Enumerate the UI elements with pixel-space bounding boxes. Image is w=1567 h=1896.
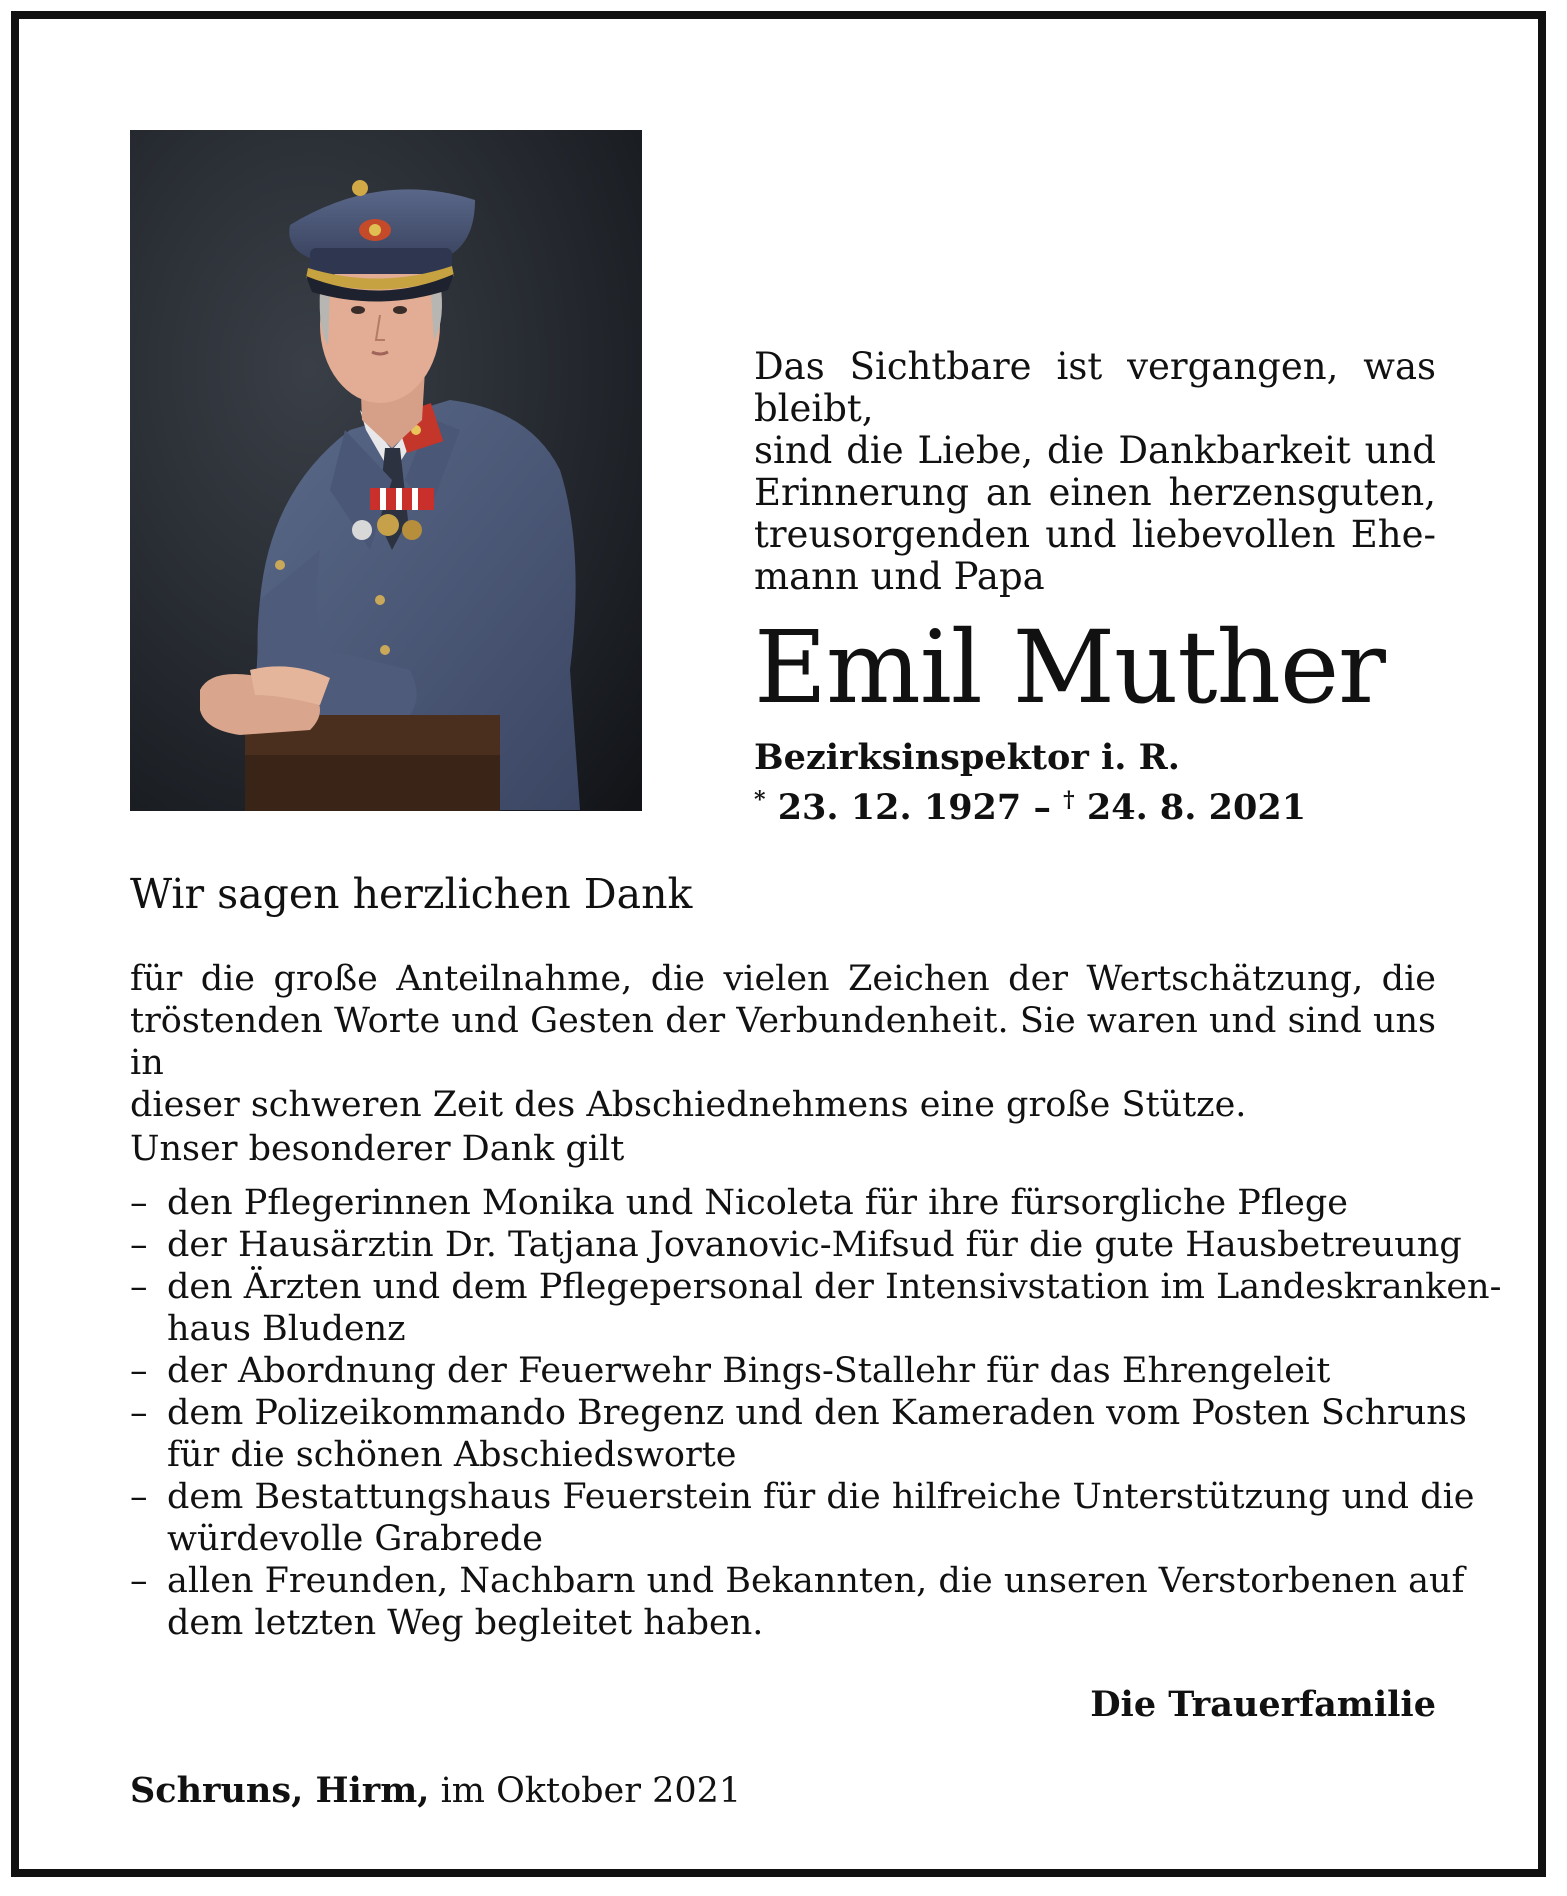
- verse-line: sind die Liebe, die Dankbarkeit und: [754, 429, 1436, 472]
- list-item-line: den Pflegerinnen Monika und Nicoleta für ihre fürsorgliche Pflege: [167, 1183, 1348, 1223]
- special-thanks-intro: Unser besonderer Dank gilt: [130, 1129, 625, 1169]
- thanks-line: für die große Anteilnahme, die vielen Zeichen der Wertschätzung, die: [130, 959, 1436, 999]
- signoff: Die Trauerfamilie: [1090, 1684, 1436, 1725]
- death-date: 24. 8. 2021: [1086, 787, 1307, 828]
- thanks-line: tröstenden Worte und Gesten der Verbundenheit. Sie waren und sind uns in: [130, 1001, 1436, 1083]
- date-separator: –: [1021, 787, 1064, 828]
- dash-bullet: –: [130, 1267, 148, 1307]
- birth-date: 23. 12. 1927: [777, 787, 1022, 828]
- memorial-verse: [754, 346, 1436, 598]
- verse-line: mann und Papa: [754, 555, 1045, 598]
- dash-bullet: –: [130, 1225, 148, 1265]
- death-symbol: †: [1063, 787, 1075, 813]
- deceased-name: Emil Muther: [754, 609, 1385, 726]
- verse-line: treusorgenden und liebevollen Ehe-: [754, 513, 1436, 556]
- portrait-photo: [130, 130, 642, 811]
- list-item-line: haus Bludenz: [167, 1309, 406, 1349]
- list-item: [130, 1266, 1502, 1350]
- thanks-list: [130, 1182, 1502, 1644]
- dash-bullet: –: [130, 1351, 148, 1391]
- list-item: [130, 1560, 1465, 1644]
- list-item: [130, 1224, 1462, 1266]
- deceased-rank: Bezirksinspektor i. R.: [754, 737, 1180, 778]
- life-dates: [754, 779, 1306, 829]
- list-item-line: allen Freunden, Nachbarn und Bekannten, die unseren Verstorbenen auf: [167, 1561, 1465, 1601]
- list-item: [130, 1476, 1475, 1560]
- list-item-line: dem letzten Weg begleitet haben.: [167, 1603, 764, 1643]
- list-item-line: würdevolle Grabrede: [167, 1519, 543, 1559]
- portrait-icon: [130, 130, 642, 811]
- place-and-date: [130, 1770, 741, 1812]
- thanks-heading: Wir sagen herzlichen Dank: [130, 870, 693, 918]
- list-item-line: dem Bestattungshaus Feuerstein für die hilfreiche Unterstützung und die: [167, 1477, 1475, 1517]
- birth-symbol: *: [754, 787, 766, 813]
- dash-bullet: –: [130, 1561, 148, 1601]
- verse-line: Das Sichtbare ist vergangen, was bleibt,: [754, 345, 1436, 430]
- list-item: [130, 1350, 1436, 1392]
- list-item-line: der Abordnung der Feuerwehr Bings-Stallehr für das Ehrengeleit: [167, 1351, 1331, 1391]
- dash-bullet: –: [130, 1183, 148, 1223]
- list-item-line: für die schönen Abschiedsworte: [167, 1435, 737, 1475]
- list-item-line: dem Polizeikommando Bregenz und den Kameraden vom Posten Schruns: [167, 1393, 1467, 1433]
- place-date: im Oktober 2021: [440, 1771, 742, 1811]
- list-item-line: den Ärzten und dem Pflegepersonal der Intensivstation im Landeskranken-: [167, 1267, 1502, 1307]
- verse-line: Erinnerung an einen herzensguten,: [754, 471, 1436, 514]
- dash-bullet: –: [130, 1393, 148, 1433]
- thanks-line: dieser schweren Zeit des Abschiednehmens eine große Stütze.: [130, 1085, 1247, 1125]
- place-locations: Schruns, Hirm,: [130, 1770, 430, 1811]
- list-item-line: der Hausärztin Dr. Tatjana Jovanovic-Mifsud für die gute Hausbetreuung: [167, 1225, 1462, 1265]
- thanks-paragraph: [130, 958, 1436, 1126]
- list-item: [130, 1392, 1467, 1476]
- dash-bullet: –: [130, 1477, 148, 1517]
- list-item: [130, 1182, 1436, 1224]
